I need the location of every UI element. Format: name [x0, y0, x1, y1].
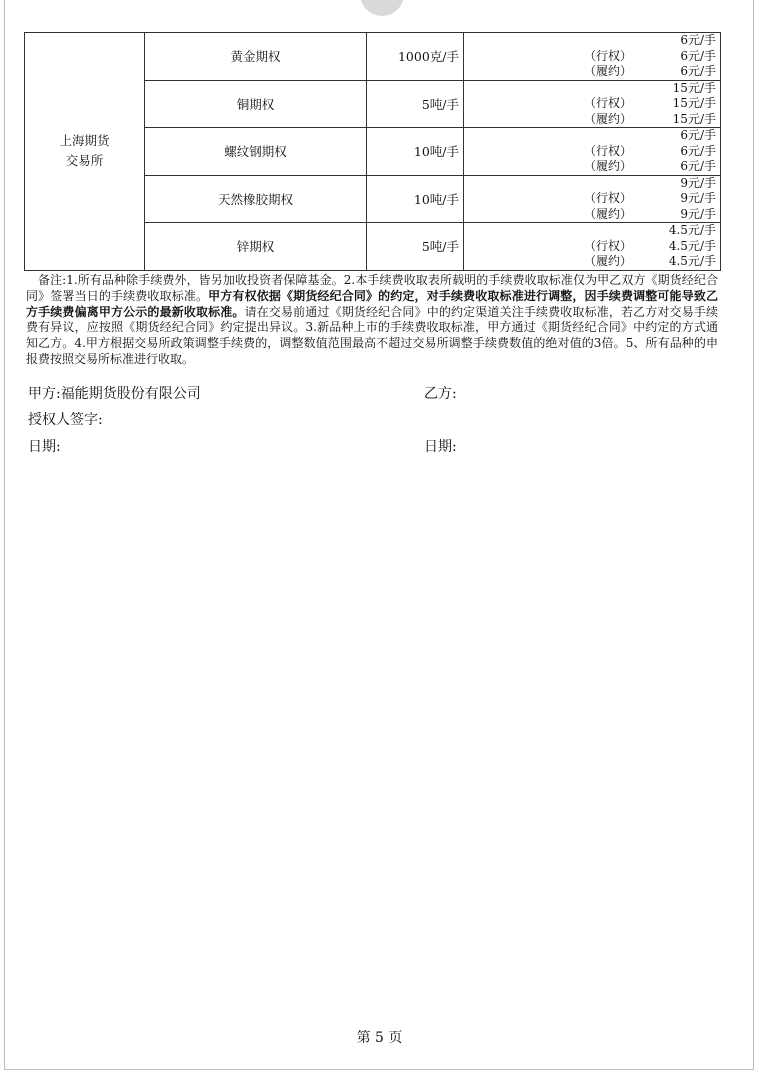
exercise-label: （行权）: [584, 48, 633, 63]
trading-unit: 10吨/手: [367, 128, 464, 176]
product-name: 铜期权: [145, 80, 367, 128]
exercise-label: （行权）: [584, 191, 633, 205]
perform-label: （履约）: [584, 111, 633, 126]
perform-fee: 6元/手: [680, 64, 716, 78]
fee-cell: [464, 128, 721, 176]
product-name: 锌期权: [145, 223, 367, 271]
trading-unit: 1000克/手: [367, 33, 464, 81]
open-fee: 6元/手: [680, 128, 716, 142]
perform-label: （履约）: [584, 206, 633, 221]
remarks-part-1: 备注:1.所有品种除手续费外，皆另加收投资者保障基金。2.本手续费收取表所载明的手续费收取标准仅为甲乙双方《期货经纪合同》签署当日的手续费收取标准。: [26, 273, 718, 303]
perform-fee: 9元/手: [680, 206, 716, 221]
exercise-fee: 6元/手: [680, 143, 716, 158]
perform-fee: 15元/手: [672, 111, 716, 126]
trading-unit: 5吨/手: [367, 80, 464, 128]
exercise-label: （行权）: [584, 96, 633, 110]
perform-label: （履约）: [584, 64, 633, 78]
exercise-label: （行权）: [584, 143, 633, 158]
product-name: 螺纹钢期权: [145, 128, 367, 176]
exchange-cell: [25, 33, 145, 271]
perform-fee: 6元/手: [680, 159, 716, 173]
remarks-bold-clause: 甲方有权依据《期货经纪合同》的约定，对手续费收取标准进行调整，因手续费调整可能导致乙方手续费偏离甲方公示的最新收取标准。: [26, 288, 718, 319]
fee-cell: [464, 223, 721, 271]
open-fee: 6元/手: [680, 33, 716, 47]
party-b-date-label: 日期:: [424, 439, 457, 455]
trading-unit: 5吨/手: [367, 223, 464, 271]
open-fee: 9元/手: [680, 175, 716, 190]
authorized-signature-label: 授权人签字:: [28, 412, 103, 428]
exercise-label: （行权）: [584, 238, 633, 253]
exercise-fee: 6元/手: [680, 48, 716, 63]
party-a-date-label: 日期:: [28, 439, 61, 455]
perform-label: （履约）: [584, 159, 633, 173]
fee-cell: [464, 80, 721, 128]
remarks-part-2: 请在交易前通过《期货经纪合同》中的约定渠道关注手续费收取标准，若乙方对交易手续费有异议，应按照《期货经纪合同》约定提出异议。3.新品种上市的手续费收取标准，甲方通过《期货经纪合同》中约定的方式通知乙方。4.甲方根据交易所政策调整手续费的，调整数值范围最高不超过交易所调整手续费数值的绝对值的3倍。5、所有品种的申报费按照交易所标准进行收取。: [26, 304, 718, 366]
remarks-paragraph: [26, 273, 718, 368]
party-a-name: 甲方:福能期货股份有限公司: [28, 386, 201, 402]
exercise-fee: 15元/手: [672, 96, 716, 110]
exchange-name-line2: 交易所: [65, 153, 104, 169]
open-fee: 15元/手: [672, 80, 716, 95]
product-name: 天然橡胶期权: [145, 175, 367, 223]
perform-fee: 4.5元/手: [668, 254, 716, 268]
trading-unit: 10吨/手: [367, 175, 464, 223]
table-row: [25, 33, 721, 81]
exchange-name-line1: 上海期货: [59, 133, 110, 149]
exercise-fee: 4.5元/手: [668, 238, 716, 253]
fee-cell: [464, 175, 721, 223]
product-name: 黄金期权: [145, 33, 367, 81]
fee-cell: [464, 33, 721, 81]
party-b-label: 乙方:: [424, 386, 457, 402]
perform-label: （履约）: [584, 254, 633, 268]
page-number: 第 5 页: [356, 1030, 403, 1046]
open-fee: 4.5元/手: [668, 223, 716, 237]
exercise-fee: 9元/手: [680, 191, 716, 205]
fee-table: [24, 32, 721, 271]
